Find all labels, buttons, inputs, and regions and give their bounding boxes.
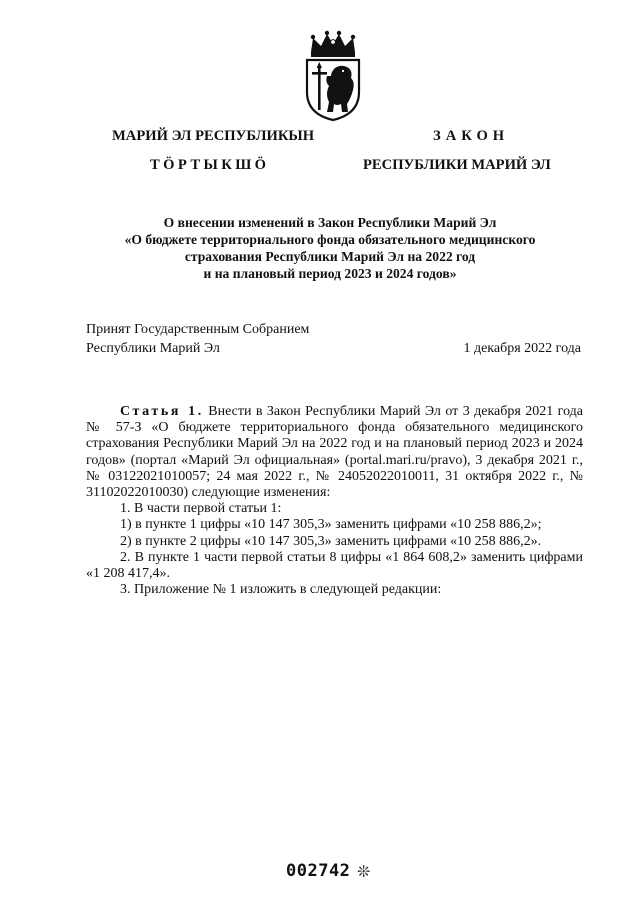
law-title-line: страхования Республики Марий Эл на 2022 год: [184, 249, 476, 264]
article-1-item: 2) в пункте 2 цифры «10 147 305,3» заменить цифрами «10 258 886,2».: [120, 533, 542, 549]
law-title-line: О внесении изменений в Закон Республики Марий Эл: [163, 215, 497, 230]
adoption-date: 1 декабря 2022 года: [463, 341, 581, 356]
coat-of-arms-mari-el-icon: [301, 30, 365, 122]
stamp-mark-icon: ❊: [357, 864, 371, 881]
header-republic-name-mari: МАРИЙ ЭЛ РЕСПУБЛИКЫН: [112, 128, 315, 144]
article-1-item: 3. Приложение № 1 изложить в следующей редакции:: [120, 582, 442, 598]
adoption-line: Республики Марий Эл: [86, 341, 220, 356]
article-1-paragraph: [86, 404, 583, 501]
article-1-item: 1. В части первой статьи 1:: [120, 501, 282, 517]
article-1-label: Статья 1.: [120, 404, 204, 419]
law-title: [80, 214, 580, 282]
adoption-info: [86, 320, 309, 358]
law-title-line: «О бюджете территориального фонда обязательного медицинского: [124, 232, 536, 247]
header-republic-name-russian: РЕСПУБЛИКИ МАРИЙ ЭЛ: [363, 157, 551, 173]
article-1-item: 2. В пункте 1 части первой статьи 8 цифры «1 864 608,2» заменить цифрами «1 208 417,4».: [86, 549, 583, 582]
article-1-item: 1) в пункте 1 цифры «10 147 305,3» заменить цифрами «10 258 886,2»;: [120, 517, 542, 533]
serial-number: 002742: [286, 861, 351, 881]
law-title-line: и на плановый период 2023 и 2024 годов»: [203, 266, 457, 281]
header-law-title-russian: ЗАКОН: [433, 128, 510, 144]
article-1-text: Внести в Закон Республики Марий Эл от 3 декабря 2021 года № 57-З «О бюджете территориального фонда обязательного медицинского страхования Республики Марий Эл на 2022 год и на плановый период 2023 и 2024 годов» (портал «Марий Эл официальная» (portal.mari.ru/pravo), 3 декабря 2021 г., № 03122021010057; 24 мая 2022 г., № 24052022010011, 31 октября 2022 г., № 31102022010030) следующие изменения:: [86, 404, 584, 501]
adoption-line: Принят Государственным Собранием: [86, 322, 310, 337]
article-1: [86, 404, 583, 598]
header-law-title-mari: ТӦРТЫКШӦ: [150, 157, 270, 173]
